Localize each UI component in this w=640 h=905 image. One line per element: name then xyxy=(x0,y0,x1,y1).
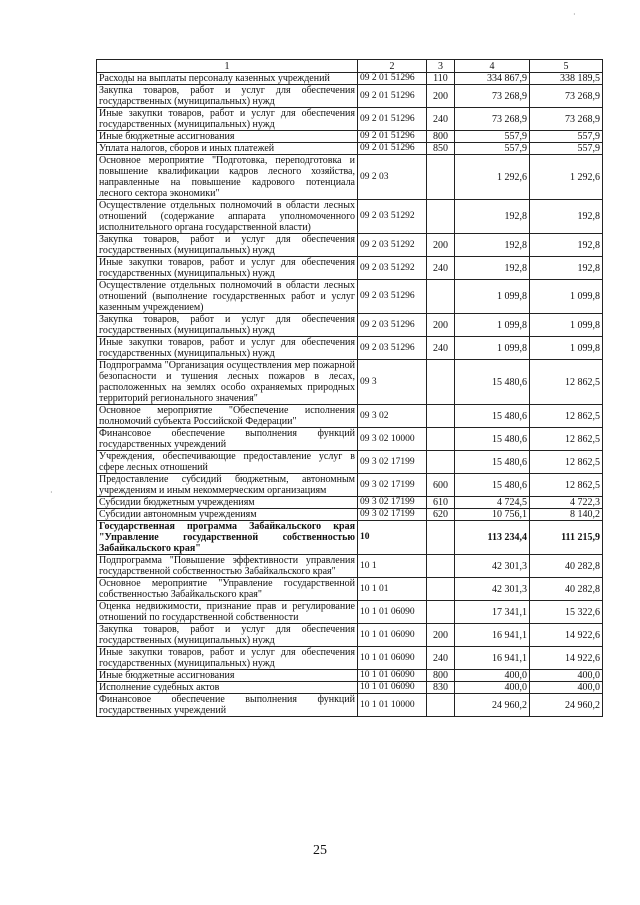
row-sum-2-cell: 557,9 xyxy=(530,131,603,143)
table-row xyxy=(97,337,603,360)
row-code-cell: 10 1 01 06090 xyxy=(358,624,427,647)
row-code-cell: 09 3 02 xyxy=(358,405,427,428)
scan-speck: · xyxy=(50,488,53,497)
row-sum-2-cell: 1 099,8 xyxy=(530,280,603,314)
row-sum-2-cell: 338 189,5 xyxy=(530,73,603,85)
row-code-cell: 10 1 01 10000 xyxy=(358,694,427,717)
row-type-cell: 200 xyxy=(427,85,455,108)
budget-table xyxy=(96,59,603,717)
row-name-cell: Подпрограмма "Повышение эффективности управления государственной собственностью Забайкальского края" xyxy=(97,555,358,578)
table-row xyxy=(97,257,603,280)
row-name-cell: Субсидии бюджетным учреждениям xyxy=(97,497,358,509)
row-type-cell: 240 xyxy=(427,337,455,360)
table-row xyxy=(97,143,603,155)
row-type-cell: 620 xyxy=(427,509,455,521)
row-sum-1-cell: 17 341,1 xyxy=(455,601,530,624)
table-row xyxy=(97,314,603,337)
table-row xyxy=(97,497,603,509)
row-type-cell: 240 xyxy=(427,257,455,280)
row-sum-2-cell: 1 099,8 xyxy=(530,337,603,360)
row-code-cell: 10 1 xyxy=(358,555,427,578)
table-row xyxy=(97,682,603,694)
row-name-cell: Осуществление отдельных полномочий в области лесных отношений (содержание аппарата уполномоченного исполнительного органа государственной власти) xyxy=(97,200,358,234)
row-name-cell: Осуществление отдельных полномочий в области лесных отношений (выполнение государственных работ и услуг казенным учреждением) xyxy=(97,280,358,314)
row-sum-1-cell: 557,9 xyxy=(455,131,530,143)
table-row xyxy=(97,85,603,108)
table-row xyxy=(97,405,603,428)
row-sum-1-cell: 1 099,8 xyxy=(455,314,530,337)
row-sum-1-cell: 557,9 xyxy=(455,143,530,155)
row-sum-2-cell: 12 862,5 xyxy=(530,451,603,474)
row-code-cell: 10 1 01 06090 xyxy=(358,682,427,694)
row-type-cell xyxy=(427,694,455,717)
row-type-cell: 240 xyxy=(427,647,455,670)
row-code-cell: 10 1 01 06090 xyxy=(358,601,427,624)
table-row xyxy=(97,647,603,670)
table-row xyxy=(97,624,603,647)
row-sum-1-cell: 15 480,6 xyxy=(455,360,530,405)
row-sum-2-cell: 111 215,9 xyxy=(530,521,603,555)
row-name-cell: Иные закупки товаров, работ и услуг для обеспечения государственных (муниципальных) нужд xyxy=(97,647,358,670)
header-col-code: 2 xyxy=(358,60,427,73)
table-row xyxy=(97,670,603,682)
row-code-cell: 09 2 01 51296 xyxy=(358,143,427,155)
page-number: 25 xyxy=(313,843,327,858)
table-row xyxy=(97,601,603,624)
table-row xyxy=(97,694,603,717)
row-name-cell: Финансовое обеспечение выполнения функций государственных учреждений xyxy=(97,428,358,451)
row-type-cell: 610 xyxy=(427,497,455,509)
row-sum-2-cell: 400,0 xyxy=(530,670,603,682)
row-name-cell: Закупка товаров, работ и услуг для обеспечения государственных (муниципальных) нужд xyxy=(97,624,358,647)
row-type-cell xyxy=(427,451,455,474)
table-header-row xyxy=(97,60,603,73)
row-code-cell: 09 2 03 51292 xyxy=(358,234,427,257)
row-name-cell: Иные бюджетные ассигнования xyxy=(97,131,358,143)
row-sum-1-cell: 400,0 xyxy=(455,682,530,694)
row-sum-2-cell: 12 862,5 xyxy=(530,428,603,451)
row-code-cell: 09 2 03 xyxy=(358,155,427,200)
row-sum-2-cell: 192,8 xyxy=(530,234,603,257)
row-sum-1-cell: 192,8 xyxy=(455,257,530,280)
row-name-cell: Основное мероприятие "Обеспечение исполнения полномочий субъекта Российской Федерации" xyxy=(97,405,358,428)
row-name-cell: Иные закупки товаров, работ и услуг для обеспечения государственных (муниципальных) нужд xyxy=(97,257,358,280)
row-sum-1-cell: 10 756,1 xyxy=(455,509,530,521)
row-type-cell: 110 xyxy=(427,73,455,85)
row-sum-1-cell: 42 301,3 xyxy=(455,555,530,578)
table-row xyxy=(97,234,603,257)
table-row xyxy=(97,428,603,451)
row-name-cell: Основное мероприятие "Управление государственной собственностью Забайкальского края" xyxy=(97,578,358,601)
row-sum-1-cell: 192,8 xyxy=(455,200,530,234)
row-code-cell: 10 1 01 06090 xyxy=(358,670,427,682)
row-type-cell: 200 xyxy=(427,234,455,257)
row-sum-2-cell: 192,8 xyxy=(530,200,603,234)
row-name-cell: Оценка недвижимости, признание прав и регулирование отношений по государственной собственности xyxy=(97,601,358,624)
row-code-cell: 10 1 01 xyxy=(358,578,427,601)
header-col-sum-1: 4 xyxy=(455,60,530,73)
row-name-cell: Иные закупки товаров, работ и услуг для обеспечения государственных (муниципальных) нужд xyxy=(97,337,358,360)
table-row xyxy=(97,509,603,521)
row-name-cell: Закупка товаров, работ и услуг для обеспечения государственных (муниципальных) нужд xyxy=(97,85,358,108)
row-name-cell: Субсидии автономным учреждениям xyxy=(97,509,358,521)
row-sum-2-cell: 1 099,8 xyxy=(530,314,603,337)
row-name-cell: Уплата налогов, сборов и иных платежей xyxy=(97,143,358,155)
row-name-cell: Закупка товаров, работ и услуг для обеспечения государственных (муниципальных) нужд xyxy=(97,234,358,257)
row-sum-2-cell: 12 862,5 xyxy=(530,360,603,405)
row-code-cell: 09 3 02 10000 xyxy=(358,428,427,451)
row-type-cell xyxy=(427,200,455,234)
row-sum-1-cell: 16 941,1 xyxy=(455,624,530,647)
row-sum-1-cell: 4 724,5 xyxy=(455,497,530,509)
table-row xyxy=(97,360,603,405)
row-sum-1-cell: 15 480,6 xyxy=(455,451,530,474)
row-name-cell: Предоставление субсидий бюджетным, автономным учреждениям и иным некоммерческим организациям xyxy=(97,474,358,497)
table-row xyxy=(97,280,603,314)
row-sum-2-cell: 73 268,9 xyxy=(530,108,603,131)
row-sum-1-cell: 42 301,3 xyxy=(455,578,530,601)
table-row xyxy=(97,155,603,200)
row-name-cell: Учреждения, обеспечивающие предоставление услуг в сфере лесных отношений xyxy=(97,451,358,474)
row-code-cell: 09 3 02 17199 xyxy=(358,474,427,497)
table-row xyxy=(97,451,603,474)
row-sum-2-cell: 4 722,3 xyxy=(530,497,603,509)
row-sum-1-cell: 24 960,2 xyxy=(455,694,530,717)
row-type-cell xyxy=(427,405,455,428)
table-row xyxy=(97,200,603,234)
table-body xyxy=(97,73,603,717)
row-type-cell xyxy=(427,155,455,200)
table-row xyxy=(97,73,603,85)
row-code-cell: 10 xyxy=(358,521,427,555)
row-sum-1-cell: 192,8 xyxy=(455,234,530,257)
row-sum-1-cell: 15 480,6 xyxy=(455,405,530,428)
header-col-sum-2: 5 xyxy=(530,60,603,73)
row-code-cell: 09 3 xyxy=(358,360,427,405)
row-type-cell: 240 xyxy=(427,108,455,131)
table-row xyxy=(97,131,603,143)
row-name-cell: Государственная программа Забайкальского края "Управление государственной собственностью Забайкальского края" xyxy=(97,521,358,555)
row-sum-1-cell: 73 268,9 xyxy=(455,85,530,108)
scan-speck: · xyxy=(573,10,576,19)
row-sum-2-cell: 15 322,6 xyxy=(530,601,603,624)
row-code-cell: 09 2 01 51296 xyxy=(358,73,427,85)
row-type-cell xyxy=(427,428,455,451)
row-type-cell: 850 xyxy=(427,143,455,155)
row-sum-1-cell: 400,0 xyxy=(455,670,530,682)
row-type-cell: 600 xyxy=(427,474,455,497)
table-row xyxy=(97,555,603,578)
row-type-cell xyxy=(427,601,455,624)
header-col-type: 3 xyxy=(427,60,455,73)
row-sum-1-cell: 113 234,4 xyxy=(455,521,530,555)
row-type-cell: 200 xyxy=(427,624,455,647)
row-name-cell: Подпрограмма "Организация осуществления мер пожарной безопасности и тушения лесных пожаров в лесах, расположенных на землях особо охраняемых природных территорий регионального значения" xyxy=(97,360,358,405)
table-row xyxy=(97,474,603,497)
row-sum-1-cell: 1 099,8 xyxy=(455,337,530,360)
row-type-cell: 800 xyxy=(427,131,455,143)
row-name-cell: Расходы на выплаты персоналу казенных учреждений xyxy=(97,73,358,85)
row-code-cell: 09 2 03 51292 xyxy=(358,200,427,234)
row-sum-2-cell: 557,9 xyxy=(530,143,603,155)
row-sum-1-cell: 15 480,6 xyxy=(455,428,530,451)
row-sum-2-cell: 14 922,6 xyxy=(530,624,603,647)
row-code-cell: 09 2 03 51296 xyxy=(358,337,427,360)
row-sum-2-cell: 73 268,9 xyxy=(530,85,603,108)
header-col-name: 1 xyxy=(97,60,358,73)
row-sum-2-cell: 192,8 xyxy=(530,257,603,280)
row-type-cell xyxy=(427,555,455,578)
row-type-cell: 830 xyxy=(427,682,455,694)
row-code-cell: 09 2 03 51296 xyxy=(358,314,427,337)
row-sum-2-cell: 8 140,2 xyxy=(530,509,603,521)
row-sum-2-cell: 400,0 xyxy=(530,682,603,694)
row-name-cell: Иные бюджетные ассигнования xyxy=(97,670,358,682)
row-sum-2-cell: 12 862,5 xyxy=(530,405,603,428)
row-sum-1-cell: 73 268,9 xyxy=(455,108,530,131)
row-code-cell: 09 3 02 17199 xyxy=(358,497,427,509)
row-sum-2-cell: 12 862,5 xyxy=(530,474,603,497)
table-row xyxy=(97,578,603,601)
row-sum-2-cell: 40 282,8 xyxy=(530,555,603,578)
row-type-cell: 200 xyxy=(427,314,455,337)
row-name-cell: Исполнение судебных актов xyxy=(97,682,358,694)
row-type-cell xyxy=(427,578,455,601)
row-sum-1-cell: 15 480,6 xyxy=(455,474,530,497)
row-sum-2-cell: 1 292,6 xyxy=(530,155,603,200)
row-type-cell xyxy=(427,521,455,555)
row-code-cell: 09 3 02 17199 xyxy=(358,509,427,521)
row-name-cell: Финансовое обеспечение выполнения функций государственных учреждений xyxy=(97,694,358,717)
row-code-cell: 09 2 01 51296 xyxy=(358,108,427,131)
row-sum-2-cell: 14 922,6 xyxy=(530,647,603,670)
row-type-cell: 800 xyxy=(427,670,455,682)
table-row xyxy=(97,108,603,131)
row-code-cell: 09 2 03 51296 xyxy=(358,280,427,314)
row-code-cell: 10 1 01 06090 xyxy=(358,647,427,670)
table-row xyxy=(97,521,603,555)
row-sum-2-cell: 24 960,2 xyxy=(530,694,603,717)
row-code-cell: 09 2 01 51296 xyxy=(358,131,427,143)
row-type-cell xyxy=(427,360,455,405)
row-name-cell: Иные закупки товаров, работ и услуг для обеспечения государственных (муниципальных) нужд xyxy=(97,108,358,131)
row-sum-1-cell: 1 099,8 xyxy=(455,280,530,314)
row-type-cell xyxy=(427,280,455,314)
row-code-cell: 09 3 02 17199 xyxy=(358,451,427,474)
row-sum-2-cell: 40 282,8 xyxy=(530,578,603,601)
row-sum-1-cell: 1 292,6 xyxy=(455,155,530,200)
row-name-cell: Основное мероприятие "Подготовка, переподготовка и повышение квалификации кадров лесного хозяйства, направленные на повышение кадрового потенциала лесного сектора экономики" xyxy=(97,155,358,200)
row-code-cell: 09 2 03 51292 xyxy=(358,257,427,280)
row-code-cell: 09 2 01 51296 xyxy=(358,85,427,108)
row-name-cell: Закупка товаров, работ и услуг для обеспечения государственных (муниципальных) нужд xyxy=(97,314,358,337)
row-sum-1-cell: 334 867,9 xyxy=(455,73,530,85)
row-sum-1-cell: 16 941,1 xyxy=(455,647,530,670)
